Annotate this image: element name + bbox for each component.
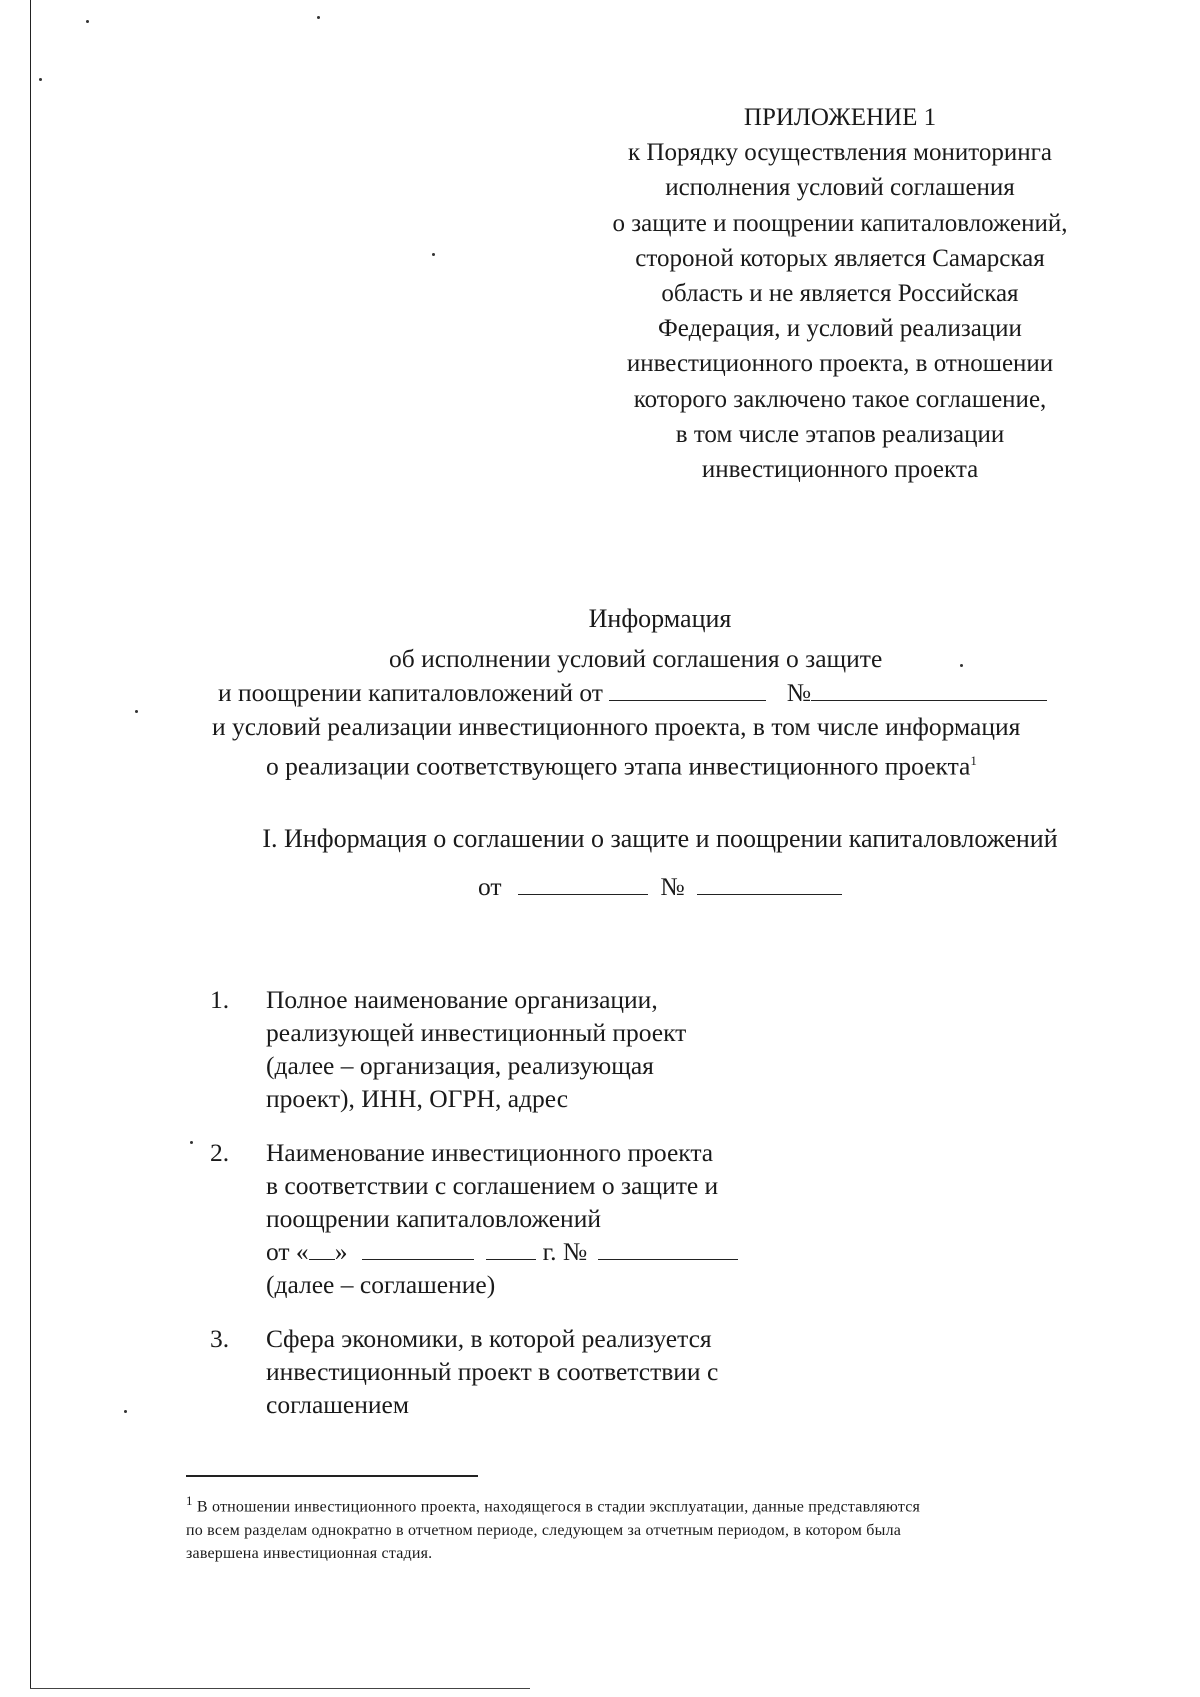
- information-line-1: [389, 642, 882, 676]
- scan-speck: [86, 20, 89, 23]
- item-label-line: (далее – соглашение): [266, 1270, 496, 1299]
- scan-speck: [39, 78, 42, 81]
- agreement-date-field[interactable]: [609, 678, 766, 701]
- appendix-line: Федерация, и условий реализации: [658, 315, 1022, 343]
- section-1-date-field[interactable]: [518, 872, 648, 895]
- appendix-header: [560, 100, 1120, 487]
- footnote-reference: 1: [970, 753, 977, 768]
- agreement-number-sign: №: [786, 678, 812, 707]
- information-line-1-text: об исполнении условий соглашения о защите: [389, 644, 883, 673]
- appendix-line: исполнения условий соглашения: [665, 174, 1015, 202]
- item-2-month-field[interactable]: [362, 1237, 474, 1260]
- item-label-line: в соответствии с соглашением о защите и: [266, 1171, 719, 1200]
- agreement-number-field[interactable]: [811, 678, 1047, 701]
- item-label-line: (далее – организация, реализующая: [266, 1051, 654, 1080]
- page-bottom-edge: [30, 1688, 530, 1689]
- footnote: [186, 1489, 1130, 1566]
- item-label-line: соглашением: [266, 1390, 409, 1419]
- item-label-line: поощрении капиталовложений: [266, 1204, 601, 1233]
- item-2-date-line: [266, 1235, 786, 1268]
- section-1-title: I. Информация о соглашении о защите и поощрении капиталовложений: [262, 824, 1058, 853]
- section-1-date-line: [478, 872, 842, 902]
- item-2-quote-close: »: [334, 1237, 348, 1266]
- item-number: 1.: [210, 985, 230, 1014]
- appendix-line: инвестиционного проекта, в отношении: [626, 350, 1054, 378]
- item-label: [266, 1322, 786, 1421]
- item-2-year-field[interactable]: [486, 1237, 536, 1260]
- appendix-line: стороной которых является Самарская: [635, 244, 1045, 272]
- item-2-date-prefix: от «: [266, 1237, 309, 1266]
- scan-speck: [960, 664, 963, 667]
- footnote-marker: 1: [186, 1493, 193, 1508]
- footnote-text: В отношении инвестиционного проекта, находящегося в стадии эксплуатации, данные представляются: [196, 1498, 921, 1516]
- item-number: 2.: [210, 1138, 230, 1167]
- item-label-line: реализующей инвестиционный проект: [266, 1018, 687, 1047]
- appendix-line: область и не является Российская: [661, 280, 1019, 308]
- information-line-4-text: о реализации соответствующего этапа инвестиционного проекта: [266, 751, 971, 781]
- item-label-line: проект), ИНН, ОГРН, адрес: [266, 1084, 569, 1113]
- item-label-line: Сфера экономики, в которой реализуется: [266, 1324, 712, 1353]
- appendix-line: о защите и поощрении капиталовложений,: [612, 209, 1068, 237]
- information-line-2: [218, 676, 1047, 710]
- appendix-line: которого заключено такое соглашение,: [633, 385, 1047, 413]
- scan-speck: [317, 16, 320, 19]
- section-1-date-prefix: от: [478, 872, 502, 901]
- item-label-line: инвестиционный проект в соответствии с: [266, 1357, 719, 1386]
- information-line-3: [212, 710, 1020, 744]
- item-2-year-suffix: г. №: [542, 1237, 588, 1266]
- item-label: [266, 983, 786, 1115]
- item-2-number-field[interactable]: [598, 1237, 738, 1260]
- scan-speck: [124, 1410, 127, 1413]
- appendix-line: инвестиционного проекта: [701, 456, 979, 484]
- appendix-line: в том числе этапов реализации: [675, 420, 1005, 448]
- information-line-3-text: и условий реализации инвестиционного проекта, в том числе информация: [212, 712, 1021, 741]
- footnote-line: [186, 1489, 1130, 1519]
- scan-speck: [135, 710, 138, 713]
- section-1-number-field[interactable]: [697, 872, 842, 895]
- item-label: [266, 1136, 786, 1301]
- scan-speck: [190, 1141, 193, 1144]
- appendix-title: ПРИЛОЖЕНИЕ 1: [743, 104, 937, 131]
- item-number: 3.: [210, 1324, 230, 1353]
- information-title: Информация: [588, 604, 732, 633]
- item-2-day-field[interactable]: [309, 1237, 335, 1260]
- footnote-line: по всем разделам однократно в отчетном периоде, следующем за отчетным периодом, в котором была: [186, 1521, 902, 1539]
- agreement-date-prefix: и поощрении капиталовложений от: [218, 678, 603, 707]
- item-label-line: Наименование инвестиционного проекта: [266, 1138, 714, 1167]
- section-1-number-sign: №: [660, 872, 685, 901]
- scan-speck: [432, 253, 435, 256]
- item-label-line: Полное наименование организации,: [266, 985, 658, 1014]
- footnote-separator: [186, 1475, 478, 1477]
- appendix-line: к Порядку осуществления мониторинга: [628, 139, 1052, 167]
- information-line-4: [266, 744, 977, 784]
- footnote-line: завершена инвестиционная стадия.: [186, 1545, 433, 1563]
